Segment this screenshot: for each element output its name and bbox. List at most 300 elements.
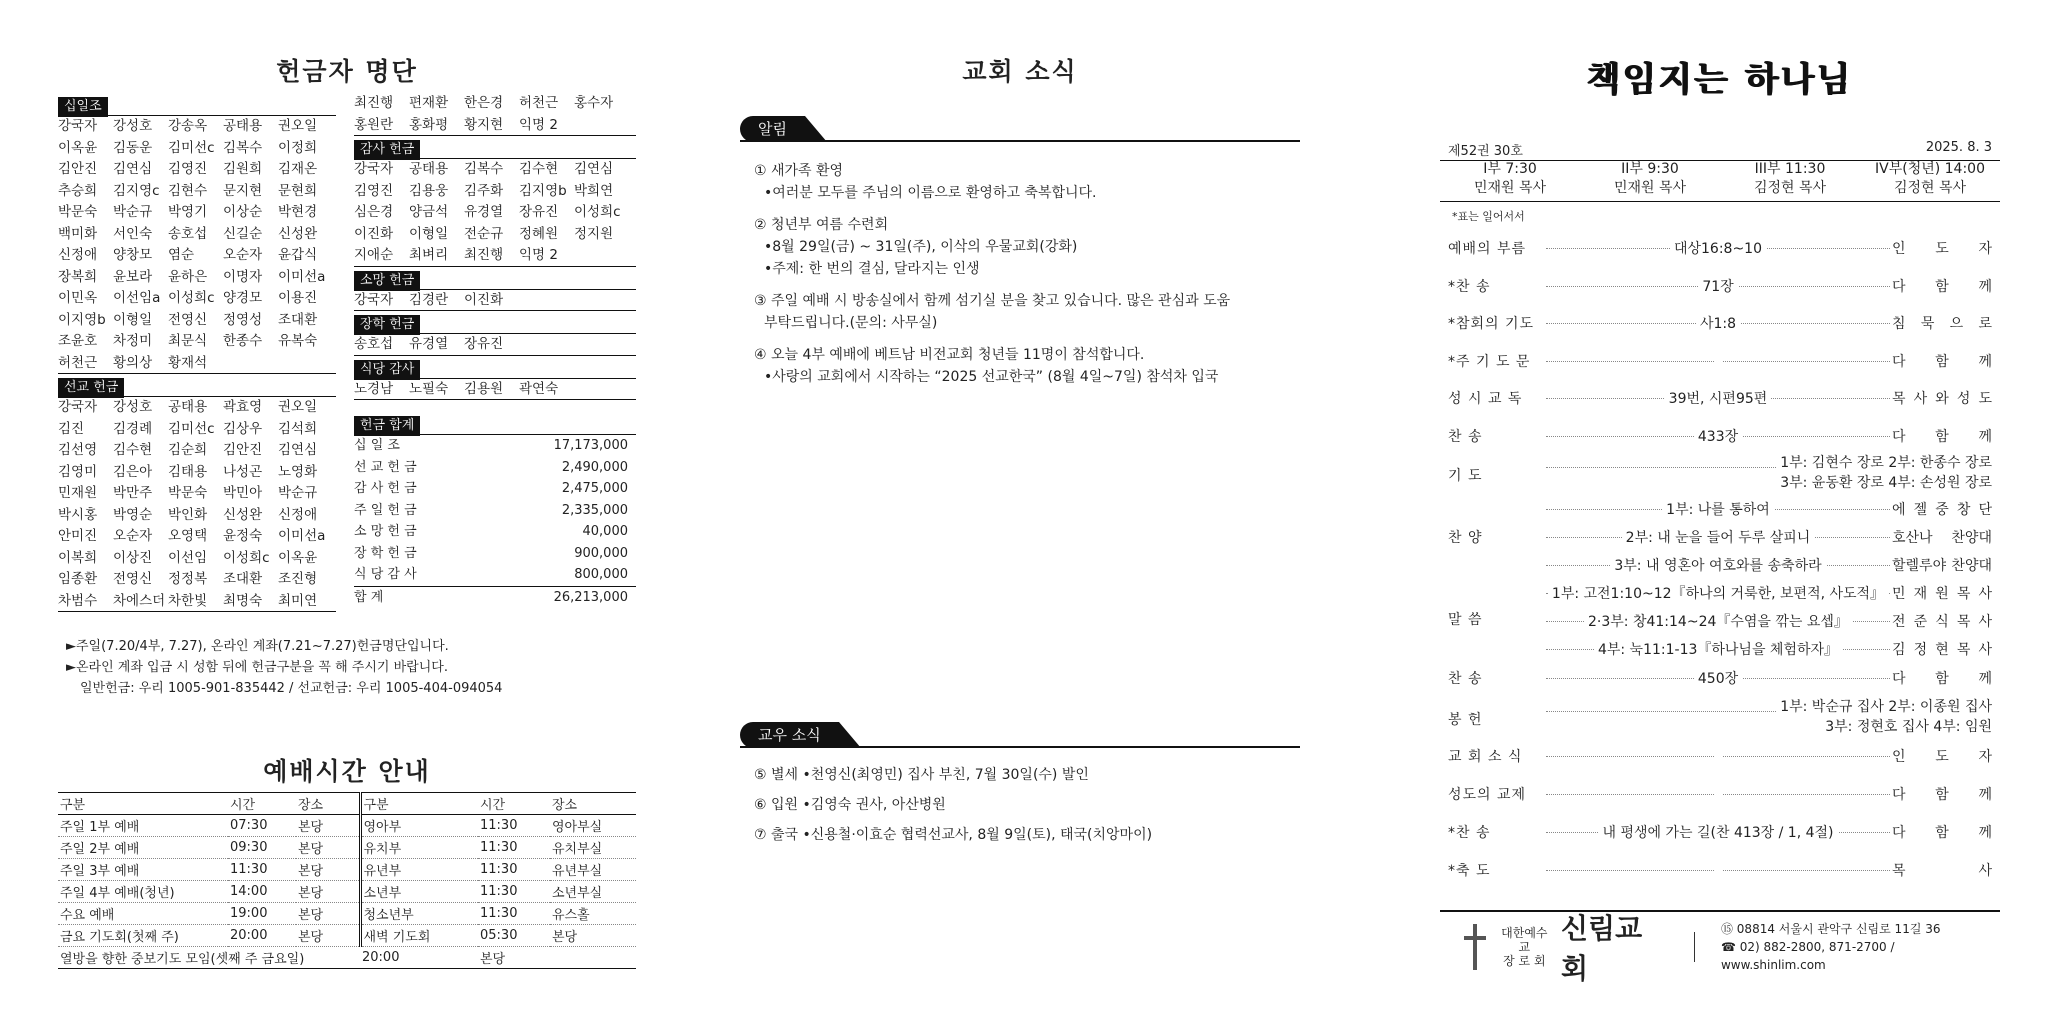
- schedule-row: [58, 837, 636, 859]
- schedule-cell: 20:00: [228, 925, 296, 947]
- donor-name: 최진행: [464, 247, 504, 263]
- schedule-cell: 11:30: [478, 815, 550, 837]
- donor-name: 최미연: [278, 592, 318, 609]
- schedule-row: [58, 925, 636, 947]
- order-content: [1546, 313, 1890, 333]
- donor-notes: [66, 636, 502, 699]
- donor-title: 헌금자 명단: [276, 57, 418, 86]
- donor-name: 한은경: [464, 95, 504, 111]
- donor-name: 김현수: [168, 182, 208, 199]
- donor-row: [58, 202, 336, 224]
- notice-label: 알림: [740, 116, 805, 142]
- order-name: 봉 헌: [1448, 712, 1483, 728]
- order-content-text: 4부: 눅11:1-13『하나님을 체험하자』: [1594, 642, 1842, 658]
- donor-name: 이선임a: [113, 290, 161, 306]
- donor-row: [58, 440, 336, 462]
- order-leader: 김 정 현 목 사: [1892, 642, 1992, 658]
- total-label: 소 망 헌 금: [354, 524, 417, 539]
- donor-name: 이상진: [113, 549, 153, 566]
- order-content-text: 39번, 시편95편: [1665, 391, 1772, 407]
- donor-name: 박희연: [574, 182, 614, 199]
- order-content-text: 2부: 내 눈을 들어 두루 살피니: [1622, 530, 1815, 546]
- schedule-title: 예배시간 안내: [263, 757, 431, 786]
- donor-name: 김태용: [168, 463, 208, 480]
- order-content-text: 1부: 나를 통하여: [1662, 502, 1774, 518]
- order-row: [1440, 744, 2000, 768]
- total-row: [354, 500, 636, 522]
- schedule-cell: 유치부실: [550, 837, 636, 859]
- order-leader: 3부: 윤동환 장로 4부: 손성원 장로: [1780, 475, 1992, 491]
- donor-name: 이미선a: [278, 528, 326, 544]
- donor-name: 신정애: [58, 247, 98, 263]
- order-name: 찬 송: [1448, 428, 1483, 445]
- member-news-list: [754, 764, 1152, 854]
- service-times: [1440, 160, 2000, 198]
- donor-name: 강국자: [354, 161, 394, 177]
- order-content: [1546, 746, 1890, 762]
- donor-name: 이진화: [354, 225, 394, 242]
- donor-name: 오순자: [223, 247, 263, 263]
- donor-name: 양경모: [223, 290, 263, 306]
- schedule-cell: 유년부: [360, 859, 478, 881]
- grand-total-row: [354, 586, 636, 608]
- schedule-cell: 영아부: [360, 815, 478, 837]
- order-content: [1546, 426, 1890, 446]
- donor-name: 김용웅: [409, 182, 449, 199]
- donor-name: 박시홍: [58, 506, 98, 523]
- donor-name: 이옥윤: [278, 549, 318, 566]
- donor-name: 강성호: [113, 118, 153, 134]
- schedule-cell: 본당: [296, 903, 360, 925]
- donor-name: 노경남: [354, 380, 394, 397]
- order-name: *찬 송: [1448, 278, 1491, 295]
- order-leader: 다 함 께: [1892, 278, 1992, 295]
- donor-name: 정혜원: [519, 225, 559, 242]
- schedule-header-cell: 장소: [296, 793, 360, 815]
- schedule-cell: 07:30: [228, 815, 296, 837]
- total-row: [354, 435, 636, 457]
- order-content-text: 433장: [1694, 429, 1742, 445]
- donor-name: 곽연숙: [519, 380, 559, 397]
- donor-name: 최벼리: [409, 247, 449, 263]
- order-name: 찬 송: [1448, 671, 1483, 687]
- donor-name: 김선영: [58, 442, 98, 458]
- donor-name: 강국자: [58, 399, 98, 415]
- order-leader: 민 재 원 목 사: [1892, 586, 1992, 602]
- donor-row: [354, 181, 636, 203]
- donor-name: 조진형: [278, 571, 318, 587]
- donor-name: 홍화평: [409, 116, 449, 133]
- service-time: [1720, 160, 1860, 198]
- donor-name: 박문숙: [168, 485, 208, 501]
- donor-name: 김지영c: [113, 182, 160, 199]
- donor-group-tag: 십일조: [58, 97, 108, 117]
- donor-name: 전순규: [464, 225, 504, 242]
- donor-name: 차범수: [58, 592, 98, 609]
- notice-heading: ④ 오늘 4부 예배에 베트남 비전교회 청년들 11명이 참석합니다.: [754, 347, 1145, 363]
- donor-group-header: [58, 95, 336, 116]
- schedule-cell: 본당: [296, 837, 360, 859]
- schedule-cell: 본당: [296, 815, 360, 837]
- donor-name: 김용원: [464, 380, 504, 397]
- donor-name: 신길순: [223, 225, 263, 242]
- donor-group-tag: 감사 헌금: [354, 140, 420, 160]
- donor-group-tag: 장학 헌금: [354, 315, 420, 335]
- total-amount: 900,000: [574, 545, 628, 561]
- donor-group-header: [58, 376, 336, 397]
- order-leader: 할렐루야 찬양대: [1892, 558, 1992, 574]
- order-content: [1546, 555, 1890, 575]
- grand-total-amount: 26,213,000: [553, 589, 628, 605]
- donor-name: 이옥윤: [58, 139, 98, 156]
- order-content-text: [1714, 784, 1722, 800]
- order-name: *축 도: [1448, 863, 1491, 879]
- schedule-row: [58, 815, 636, 837]
- order-content-text: 대상16:8~10: [1670, 241, 1766, 257]
- donor-name: 허천근: [58, 354, 98, 371]
- donor-row: [58, 310, 336, 332]
- schedule-header-row: [58, 793, 636, 815]
- donor-name: 김순희: [168, 442, 208, 458]
- donor-name: 강송옥: [168, 118, 208, 134]
- donor-row: [354, 224, 636, 246]
- service-pastor: 민재원 목사: [1473, 180, 1547, 196]
- donor-row: [58, 159, 336, 181]
- order-content: [1546, 351, 1890, 367]
- order-name: *찬 송: [1448, 825, 1491, 841]
- order-content-text: 내 평생에 가는 길(찬 413장 / 1, 4절): [1598, 825, 1837, 841]
- notice-item: [754, 214, 1230, 280]
- order-name: 교 회 소 식: [1448, 749, 1523, 765]
- donor-name: 정지원: [574, 225, 614, 242]
- service-time: [1440, 160, 1580, 198]
- total-label: 감 사 헌 금: [354, 481, 417, 496]
- donor-row: [58, 288, 336, 310]
- donor-name: 최명숙: [223, 592, 263, 609]
- schedule-cell: 05:30: [478, 925, 550, 947]
- schedule-cell: 14:00: [228, 881, 296, 903]
- phone-line: ☎ 02) 882-2800, 871-2700 / www.shinlim.com: [1720, 940, 1895, 972]
- total-row: [354, 521, 636, 543]
- order-leader: 1부: 박순규 집사 2부: 이종원 집사: [1780, 699, 1992, 715]
- donor-name: 오순자: [113, 528, 153, 544]
- donor-name: 문지현: [223, 182, 263, 199]
- news-title: 교회 소식: [962, 57, 1078, 86]
- donor-row: [58, 181, 336, 203]
- schedule-cell: 소년부: [360, 881, 478, 903]
- donor-name: 이정희: [278, 139, 318, 156]
- donor-group-tag: 식당 감사: [354, 360, 420, 380]
- donor-group-header: [354, 358, 636, 379]
- donor-row: [58, 116, 336, 138]
- donor-name: 박영기: [168, 204, 208, 220]
- donor-row: [58, 483, 336, 505]
- notice-item: [754, 344, 1230, 388]
- donor-row: [58, 591, 336, 613]
- donor-name: 서인숙: [113, 225, 153, 242]
- order-row: [1440, 782, 2000, 806]
- total-row: [354, 457, 636, 479]
- schedule-cell: 열방을 향한 중보기도 모임(셋째 주 금요일): [58, 947, 360, 969]
- totals-header: [354, 414, 636, 435]
- order-name: 성도의 교제: [1448, 787, 1527, 803]
- donor-row: [354, 115, 636, 137]
- order-content: [1546, 499, 1890, 519]
- donor-name: 김수현: [113, 442, 153, 458]
- donor-name: 김석희: [278, 420, 318, 437]
- service-time: [1860, 160, 2000, 198]
- donor-name: 박순규: [113, 204, 153, 220]
- totals-tag: 헌금 합계: [354, 416, 420, 436]
- donor-name: 신성완: [278, 225, 318, 242]
- donor-name: 곽효영: [223, 399, 263, 415]
- schedule-header-cell: 구분: [360, 793, 478, 815]
- donor-name: 장유진: [519, 204, 559, 220]
- donor-name: 김복수: [223, 139, 263, 156]
- donor-row: [58, 353, 336, 375]
- donor-name: 장복희: [58, 268, 98, 285]
- total-label: 장 학 헌 금: [354, 545, 417, 561]
- notice-item: [754, 290, 1230, 334]
- schedule-cell: 주일 4부 예배(청년): [58, 881, 228, 903]
- schedule-header-cell: 장소: [550, 793, 636, 815]
- schedule-cell: 본당: [296, 925, 360, 947]
- order-leader: 1부: 김현수 장로 2부: 한종수 장로: [1780, 455, 1992, 471]
- order-content-text: 3부: 내 영혼아 여호와를 송축하라: [1610, 558, 1825, 574]
- order-row: [1440, 820, 2000, 844]
- service-time: [1580, 160, 1720, 198]
- donor-name: 김안진: [58, 161, 98, 177]
- donor-name: 김경란: [409, 291, 449, 308]
- donor-name: 황재석: [168, 354, 208, 371]
- donor-name: 김안진: [223, 442, 263, 458]
- service-time-label: I부 7:30: [1483, 161, 1537, 177]
- total-label: 식 당 감 사: [354, 567, 417, 582]
- donor-name: 김연심: [278, 442, 318, 458]
- schedule-cell: 주일 2부 예배: [58, 837, 228, 859]
- donor-name: 안미진: [58, 528, 98, 544]
- order-subrow: [1440, 497, 2000, 521]
- donor-name: 박만주: [113, 485, 153, 501]
- order-name: 찬 양: [1448, 530, 1483, 546]
- order-content: [1546, 276, 1890, 296]
- donor-name: 송호섭: [168, 225, 208, 242]
- member-news-item: ⑥ 입원 •김영숙 권사, 아산병원: [754, 797, 946, 813]
- order-leader: 에 젤 중 창 단: [1892, 502, 1992, 518]
- donor-name: 오영택: [168, 528, 208, 544]
- order-content-text: 사1:8: [1696, 316, 1740, 332]
- order-content: [1546, 527, 1890, 547]
- schedule-cell: 11:30: [228, 859, 296, 881]
- schedule-row: [58, 881, 636, 903]
- schedule-cell: 11:30: [478, 881, 550, 903]
- service-pastor: 민재원 목사: [1613, 180, 1687, 196]
- order-content: [1546, 238, 1890, 258]
- donor-name: 임종환: [58, 571, 98, 587]
- total-amount: 40,000: [582, 524, 628, 539]
- service-pastor: 김정현 목사: [1893, 180, 1967, 196]
- order-leader: 다 함 께: [1892, 353, 1992, 370]
- donor-name: 최문식: [168, 333, 208, 349]
- order-leader: 다 함 께: [1892, 787, 1992, 803]
- donor-name: 윤보라: [113, 268, 153, 285]
- order-content: [1546, 388, 1890, 408]
- donor-name: 이민옥: [58, 290, 98, 306]
- donor-row: [58, 548, 336, 570]
- donor-row: [354, 202, 636, 224]
- donor-name: 전영신: [113, 571, 153, 587]
- notice-header: [740, 116, 1300, 142]
- order-row: [1440, 424, 2000, 448]
- order-leader: 다 함 께: [1892, 825, 1992, 841]
- schedule-cell: 19:00: [228, 903, 296, 925]
- donor-name: 홍수자: [574, 95, 614, 111]
- order-leaders: [1776, 453, 1992, 493]
- total-label: 선 교 헌 금: [354, 459, 417, 475]
- donor-name: 문현희: [278, 182, 318, 199]
- donor-name: 황의상: [113, 354, 153, 371]
- order-content-text: [1714, 351, 1722, 367]
- order-content: [1546, 583, 1890, 603]
- donor-name: 민재원: [58, 485, 98, 501]
- donor-name: 김미선c: [168, 420, 215, 437]
- donor-group-tag: 소망 헌금: [354, 271, 420, 291]
- order-content: [1546, 860, 1890, 876]
- donor-name: 김연심: [113, 161, 153, 177]
- schedule-cell: 11:30: [478, 859, 550, 881]
- donor-name: 김재온: [278, 161, 318, 177]
- member-news-label: 교우 소식: [740, 722, 839, 748]
- order-row: [1440, 666, 2000, 690]
- donor-name: 조윤호: [58, 333, 98, 349]
- donor-row: [58, 224, 336, 246]
- donor-row: [58, 505, 336, 527]
- donor-name: 유경열: [409, 336, 449, 352]
- donor-name: 강국자: [58, 118, 98, 134]
- donor-name: 김경례: [113, 420, 153, 437]
- order-subrow: [1440, 609, 2000, 633]
- donor-name: 익명 2: [519, 247, 558, 263]
- donor-name: 김은아: [113, 463, 153, 480]
- schedule-cell: 본당: [296, 881, 360, 903]
- donor-note: ►주일(7.20/4부, 7.27), 온라인 계좌(7.21~7.27)헌금명단입니다.: [66, 639, 449, 654]
- schedule-cell: 새벽 기도회: [360, 925, 478, 947]
- order-row: [1440, 386, 2000, 410]
- donor-name: 김영미: [58, 463, 98, 480]
- donor-name: 이진화: [464, 291, 504, 308]
- schedule-cell: 본당: [478, 947, 636, 969]
- donor-row: [354, 159, 636, 181]
- donor-name: 유경열: [464, 204, 504, 220]
- donor-name: 공태용: [409, 161, 449, 177]
- donor-name: 이복희: [58, 549, 98, 566]
- order-leader: 인 도 자: [1892, 241, 1992, 257]
- donor-right-list: [354, 93, 636, 607]
- notice-detail: •사랑의 교회에서 시작하는 “2025 선교한국” (8월 4일~7일) 참석차 입국: [764, 369, 1219, 385]
- total-row: [354, 543, 636, 565]
- schedule-cell: 유치부: [360, 837, 478, 859]
- donor-name: 최진행: [354, 95, 394, 111]
- order-content: [1546, 611, 1890, 631]
- order-leader: 목 사 와 성 도: [1892, 391, 1992, 407]
- schedule-cell: 09:30: [228, 837, 296, 859]
- donor-name: 김진: [58, 420, 85, 437]
- donor-name: 이미선a: [278, 268, 326, 285]
- notice-heading: ② 청년부 여름 수련회: [754, 217, 889, 233]
- schedule-cell: 청소년부: [360, 903, 478, 925]
- notice-detail: •주제: 한 번의 결심, 달라지는 인생: [764, 261, 980, 277]
- order-leader: 다 함 께: [1892, 428, 1992, 445]
- donor-name: 박인화: [168, 506, 208, 523]
- schedule-header-cell: 시간: [228, 793, 296, 815]
- donor-name: 지애순: [354, 247, 394, 263]
- donor-name: 조대환: [223, 571, 263, 587]
- order-content-text: 2·3부: 창41:14~24『수염을 깎는 요셉』: [1584, 614, 1852, 630]
- donor-name: 나성곤: [223, 463, 263, 480]
- service-pastor: 김정현 목사: [1753, 180, 1827, 196]
- donor-name: 정영성: [223, 311, 263, 328]
- schedule-header-cell: 구분: [58, 793, 228, 815]
- total-amount: 2,335,000: [561, 502, 628, 518]
- notice-list: [754, 160, 1230, 398]
- schedule-cell: 수요 예배: [58, 903, 228, 925]
- donor-name: 익명 2: [519, 116, 558, 133]
- schedule-cell: 금요 기도회(첫째 주): [58, 925, 228, 947]
- donor-name: 백미화: [58, 225, 98, 242]
- member-news-item: ⑤ 별세 •천영신(최영민) 집사 부친, 7월 30일(수) 발인: [754, 767, 1089, 783]
- donor-name: 이상순: [223, 204, 263, 220]
- donor-name: 김상우: [223, 420, 263, 437]
- order-subrow: [1440, 581, 2000, 605]
- donor-name: 편재환: [409, 95, 449, 111]
- donor-name: 박민아: [223, 485, 263, 501]
- schedule-cell: 소년부실: [550, 881, 636, 903]
- order-leader: 목 사: [1892, 863, 1992, 879]
- grand-total-label: 합 계: [354, 589, 384, 605]
- donor-name: 이형일: [113, 311, 153, 328]
- donor-name: 김영진: [354, 182, 394, 199]
- donor-name: 박순규: [278, 485, 318, 501]
- total-amount: 2,475,000: [561, 481, 628, 496]
- donor-row: [58, 526, 336, 548]
- donor-name: 노필숙: [409, 380, 449, 397]
- donor-group-header: [354, 138, 636, 159]
- church-name: 신림교회: [1561, 912, 1643, 985]
- donor-name: 장유진: [464, 336, 504, 352]
- donor-row: [354, 379, 636, 401]
- order-content: [1546, 784, 1890, 800]
- donor-row: [58, 331, 336, 353]
- donor-name: 김수현: [519, 161, 559, 177]
- donor-group-header: [354, 313, 636, 334]
- donor-name: 차정미: [113, 333, 153, 349]
- schedule-cell: 주일 3부 예배: [58, 859, 228, 881]
- donor-name: 이용진: [278, 290, 318, 306]
- donor-name: 심은경: [354, 204, 394, 220]
- donor-name: 김연심: [574, 161, 614, 177]
- schedule-cell: 11:30: [478, 837, 550, 859]
- schedule-cell: 20:00: [360, 947, 478, 969]
- donor-name: 홍원란: [354, 116, 394, 133]
- notice-heading: ③ 주일 예배 시 방송실에서 함께 섬기실 분을 찾고 있습니다. 많은 관심과 도움: [754, 293, 1231, 309]
- notice-heading: ① 새가족 환영: [754, 163, 844, 179]
- notice-detail: •8월 29일(금) ~ 31일(주), 이삭의 우물교회(강화): [764, 239, 1078, 255]
- schedule-cell: 유년부실: [550, 859, 636, 881]
- order-leader: 다 함 께: [1892, 671, 1992, 687]
- order-name: *주 기 도 문: [1448, 353, 1531, 370]
- donor-row: [58, 569, 336, 591]
- donor-name: 강국자: [354, 291, 394, 308]
